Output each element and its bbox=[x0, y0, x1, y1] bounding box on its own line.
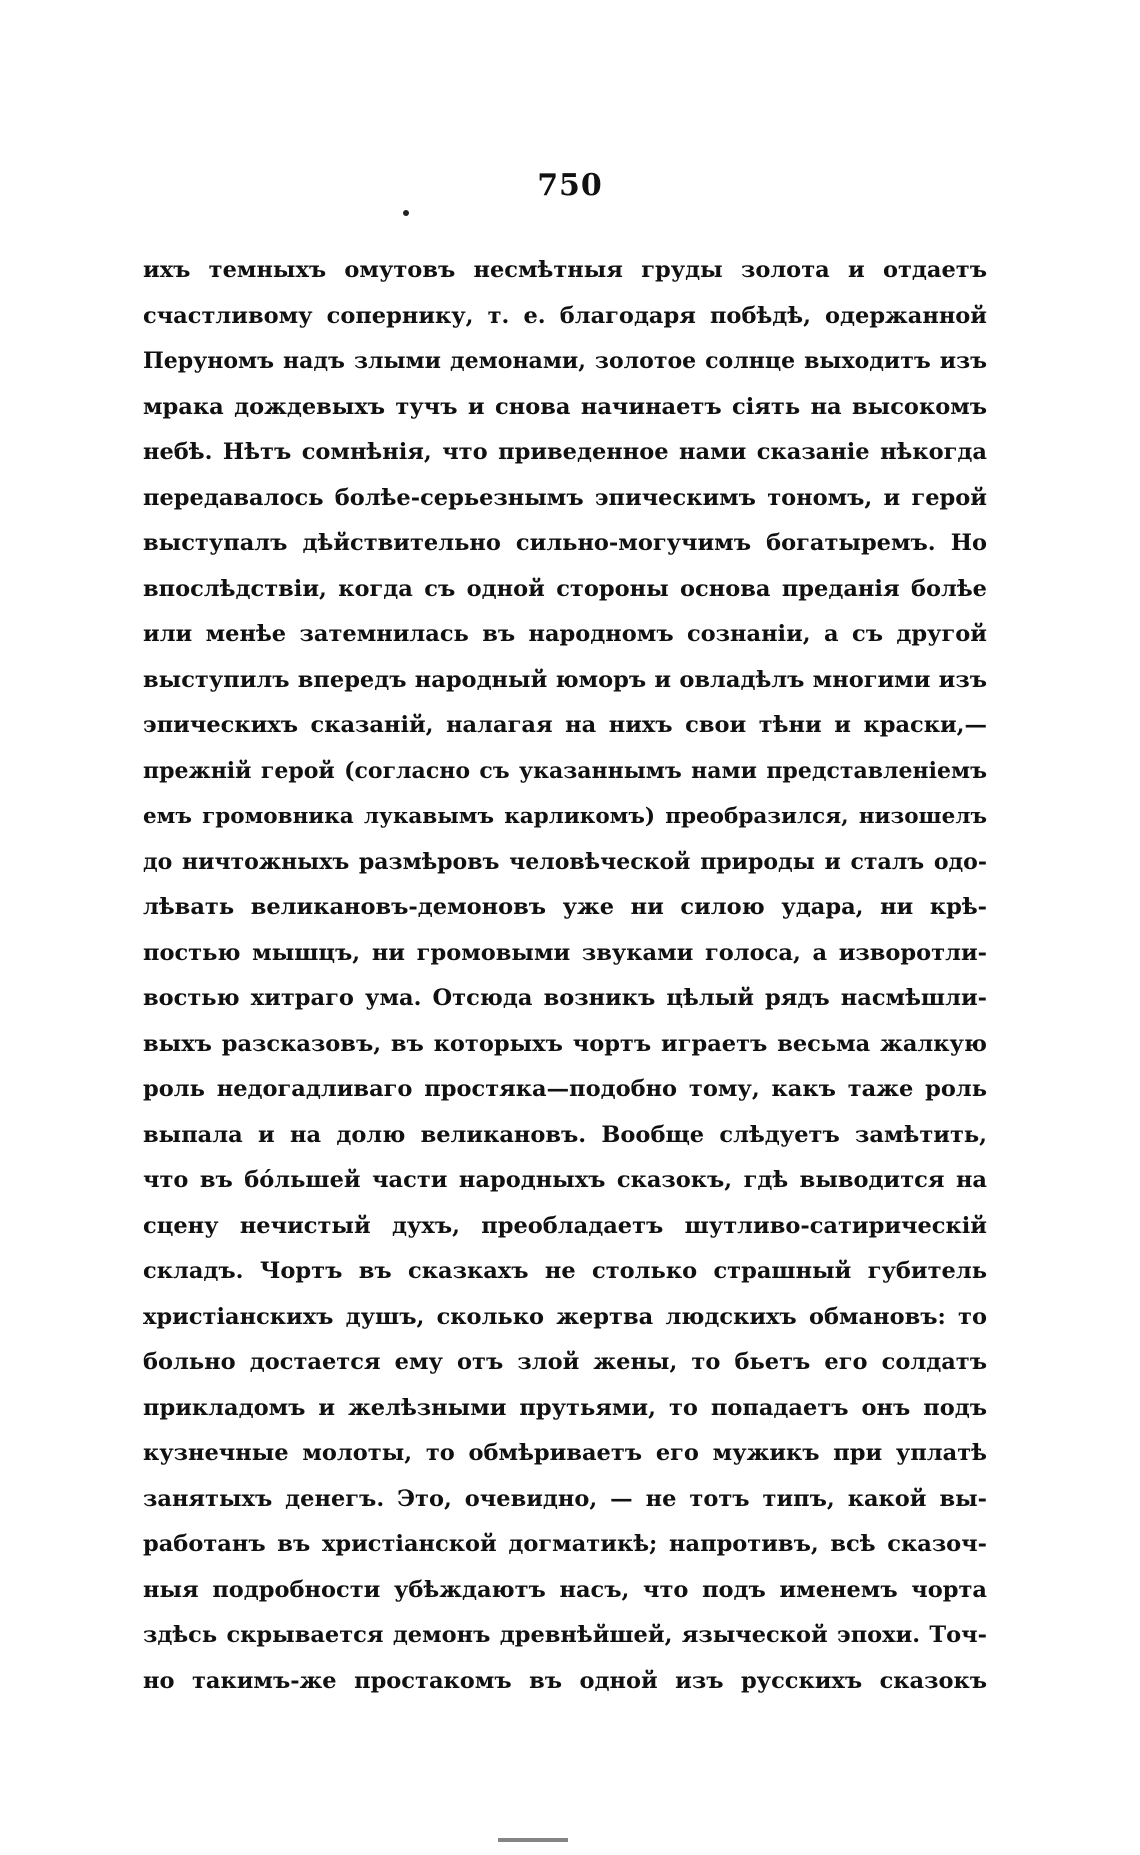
text-line: востью хитраго ума. Отсюда возникъ цѣлый рядъ насмѣшли- bbox=[143, 985, 987, 1011]
text-line: выступилъ впередъ народный юморъ и овладѣлъ многими изъ bbox=[143, 666, 987, 693]
text-line: прежній герой (согласно съ указаннымъ нами представленіемъ bbox=[143, 757, 987, 784]
text-line: выпала и на долю великановъ. Вообще слѣдуетъ замѣтить, bbox=[143, 1121, 987, 1148]
text-line: лѣвать великановъ-демоновъ уже ни силою удара, ни крѣ- bbox=[143, 894, 987, 920]
body-text bbox=[143, 248, 987, 1704]
text-line: работанъ въ христіанской догматикѣ; напротивъ, всѣ сказоч- bbox=[143, 1531, 987, 1557]
text-line: или менѣе затемнилась въ народномъ сознаніи, а съ другой bbox=[143, 621, 987, 647]
text-line: ихъ темныхъ омутовъ несмѣтныя груды золота и отдаетъ bbox=[143, 257, 987, 283]
text-line: впослѣдствіи, когда съ одной стороны основа преданія болѣе bbox=[143, 575, 987, 602]
text-line: мрака дождевыхъ тучъ и снова начинаетъ сіять на высокомъ bbox=[143, 393, 987, 420]
text-line: эпическихъ сказаній, налагая на нихъ свои тѣни и краски,— bbox=[143, 712, 987, 738]
text-line: выступалъ дѣйствительно сильно-могучимъ богатыремъ. Но bbox=[143, 530, 987, 556]
text-line: постью мышцъ, ни громовыми звуками голоса, а изворотли- bbox=[143, 939, 987, 966]
text-line: христіанскихъ душъ, сколько жертва людскихъ обмановъ: то bbox=[143, 1303, 987, 1330]
text-line: сцену нечистый духъ, преобладаетъ шутливо-сатирическій bbox=[143, 1212, 987, 1239]
text-line: ныя подробности убѣждаютъ насъ, что подъ именемъ чорта bbox=[143, 1576, 987, 1603]
text-line: складъ. Чортъ въ сказкахъ не столько страшный губитель bbox=[143, 1258, 987, 1284]
text-line: роль недогадливаго простяка—подобно тому, какъ таже роль bbox=[143, 1076, 987, 1102]
text-line: выхъ разсказовъ, въ которыхъ чортъ играетъ весьма жалкую bbox=[143, 1030, 987, 1057]
text-line: Перуномъ надъ злыми демонами, золотое солнце выходитъ изъ bbox=[143, 348, 987, 374]
text-line: передавалось болѣе-серьезнымъ эпическимъ тономъ, и герой bbox=[143, 484, 987, 511]
text-line: больно достается ему отъ злой жены, то бьетъ его солдатъ bbox=[143, 1349, 987, 1375]
text-line: до ничтожныхъ размѣровъ человѣческой природы и сталъ одо- bbox=[143, 848, 987, 875]
text-line: занятыхъ денегъ. Это, очевидно, — не тотъ типъ, какой вы- bbox=[143, 1485, 987, 1512]
text-line: емъ громовника лукавымъ карликомъ) преобразился, низошелъ bbox=[143, 804, 987, 829]
text-line: прикладомъ и желѣзными прутьями, то попадаетъ онъ подъ bbox=[143, 1394, 987, 1421]
text-line: кузнечные молоты, то обмѣриваетъ его мужикъ при уплатѣ bbox=[143, 1440, 987, 1466]
text-line: что въ бóльшей части народныхъ сказокъ, гдѣ выводится на bbox=[143, 1167, 987, 1193]
text-line: здѣсь скрывается демонъ древнѣйшей, языческой эпохи. Точ- bbox=[143, 1622, 987, 1648]
text-line: но такимъ-же простакомъ въ одной изъ русскихъ сказокъ bbox=[143, 1667, 987, 1694]
print-speck bbox=[403, 210, 409, 216]
page-number: 750 bbox=[537, 168, 603, 203]
text-line: небѣ. Нѣтъ сомнѣнія, что приведенное нами сказаніе нѣкогда bbox=[143, 439, 987, 465]
bottom-print-mark bbox=[498, 1838, 568, 1842]
text-line: счастливому сопернику, т. е. благодаря побѣдѣ, одержанной bbox=[143, 302, 987, 329]
